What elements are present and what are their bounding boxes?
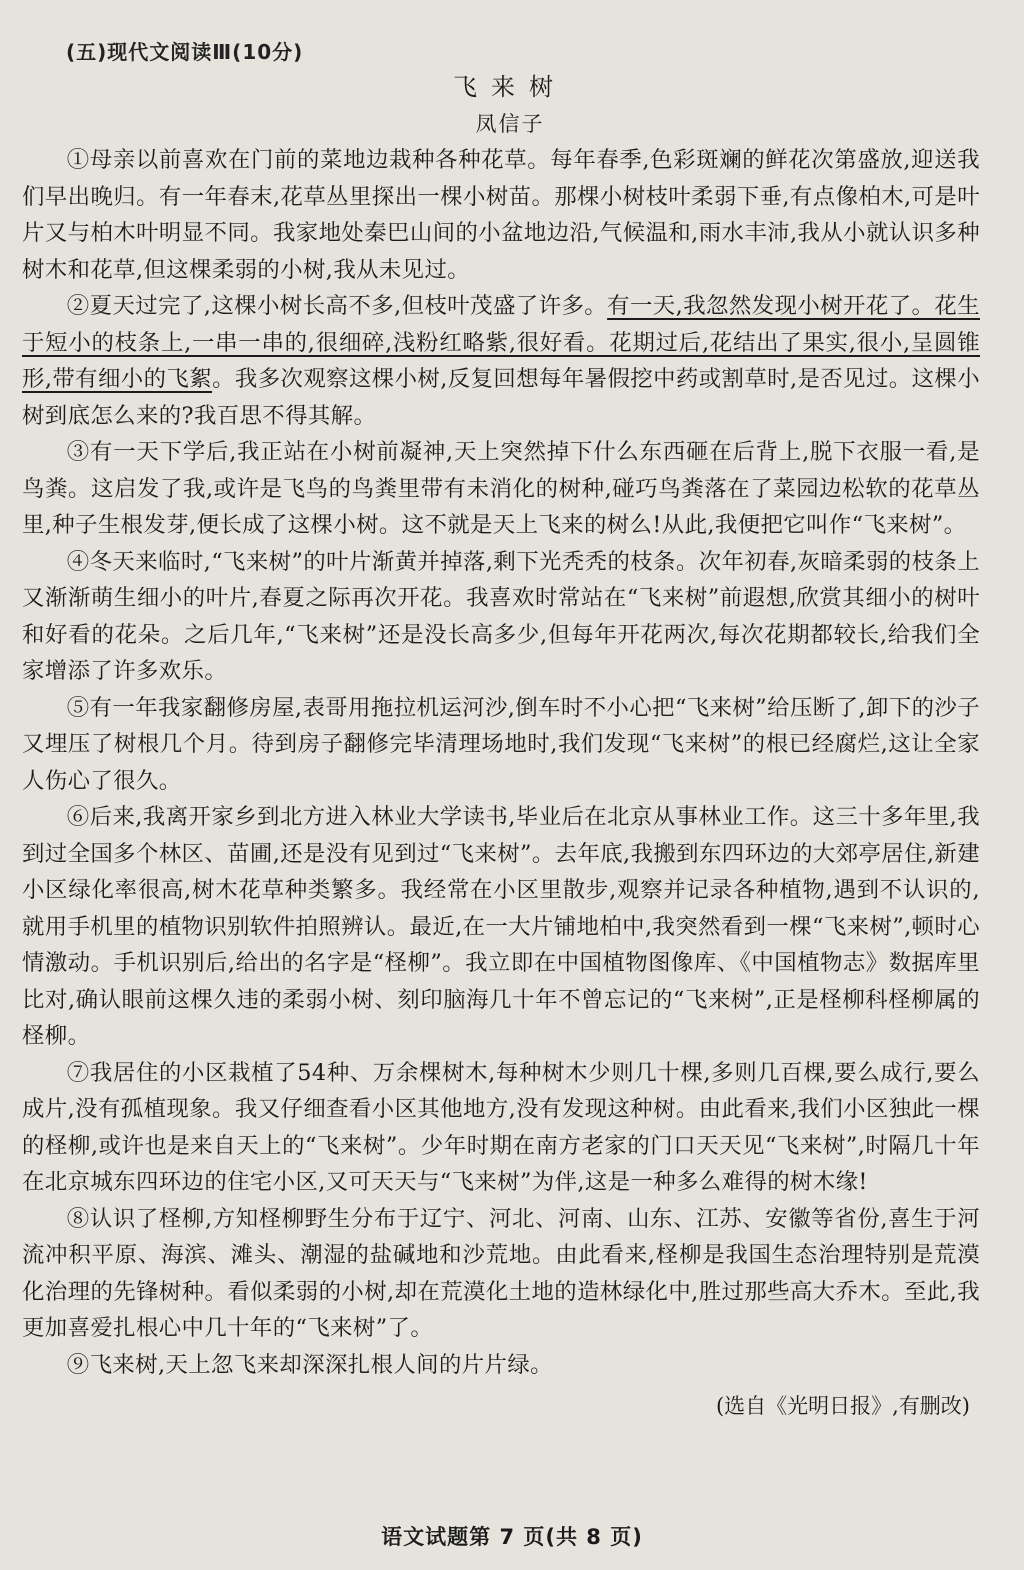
paragraph-2-rest: 。我多次观察这棵小树,反复回想每年暑假挖中药或割草时,是否见过。这棵小树到底怎么来的?我百思不得其解。	[22, 366, 981, 429]
section-heading: (五)现代文阅读Ⅲ(10分)	[66, 40, 304, 64]
paragraph-4: ④冬天来临时,“飞来树”的叶片渐黄并掉落,剩下光秃秃的枝条。次年初春,灰暗柔弱的枝条上又渐渐萌生细小的叶片,春夏之际再次开花。我喜欢时常站在“飞来树”前遐想,欣赏其细小的树叶和好看的花朵。之后几年,“飞来树”还是没长高多少,但每年开花两次,每次花期都较长,给我们全家增添了许多欢乐。	[22, 548, 980, 684]
article-source: (选自《光明日报》,有删改)	[715, 1394, 970, 1418]
article-author: 凤信子	[475, 112, 545, 136]
article-title: 飞来树	[453, 73, 567, 101]
article-body	[22, 142, 980, 1383]
paragraph-6: ⑥后来,我离开家乡到北方进入林业大学读书,毕业后在北京从事林业工作。这三十多年里,我到过全国多个林区、苗圃,还是没有见到过“飞来树”。去年底,我搬到东四环边的大郊亭居住,新建小区绿化率很高,树木花草种类繁多。我经常在小区里散步,观察并记录各种植物,遇到不认识的,就用手机里的植物识别软件拍照辨认。最近,在一大片铺地柏中,我突然看到一棵“飞来树”,顿时心情激动。手机识别后,给出的名字是“柽柳”。我立即在中国植物图像库、《中国植物志》数据库里比对,确认眼前这棵久违的柔弱小树、刻印脑海几十年不曾忘记的“飞来树”,正是柽柳科柽柳属的柽柳。	[22, 804, 980, 1049]
paragraph-3: ③有一天下学后,我正站在小树前凝神,天上突然掉下什么东西砸在后背上,脱下衣服一看,是鸟粪。这启发了我,或许是飞鸟的鸟粪里带有未消化的树种,碰巧鸟粪落在了菜园边松软的花草丛里,种子生根发芽,便长成了这棵小树。这不就是天上飞来的树么!从此,我便把它叫作“飞来树”。	[22, 439, 980, 538]
page-footer: 语文试题第 7 页(共 8 页)	[381, 1525, 643, 1549]
paragraph-2	[22, 288, 980, 434]
paragraph-1: ①母亲以前喜欢在门前的菜地边栽种各种花草。每年春季,色彩斑斓的鲜花次第盛放,迎送我们早出晚归。有一年春末,花草丛里探出一棵小树苗。那棵小树枝叶柔弱下垂,有点像柏木,可是叶片又与柏木叶明显不同。我家地处秦巴山间的小盆地边沿,气候温和,雨水丰沛,我从小就认识多种树木和花草,但这棵柔弱的小树,我从未见过。	[22, 147, 980, 283]
paragraph-8: ⑧认识了柽柳,方知柽柳野生分布于辽宁、河北、河南、山东、江苏、安徽等省份,喜生于河流冲积平原、海滨、滩头、潮湿的盐碱地和沙荒地。由此看来,柽柳是我国生态治理特别是荒漠化治理的先锋树种。看似柔弱的小树,却在荒漠化土地的造林绿化中,胜过那些高大乔木。至此,我更加喜爱扎根心中几十年的“飞来树”了。	[22, 1205, 980, 1341]
paragraph-9: ⑨飞来树,天上忽飞来却深深扎根人间的片片绿。	[66, 1351, 553, 1378]
paragraph-2-lead: ②夏天过完了,这棵小树长高不多,但枝叶茂盛了许多。	[66, 293, 608, 319]
paragraph-7: ⑦我居住的小区栽植了54种、万余棵树木,每种树木少则几十棵,多则几百棵,要么成行,要么成片,没有孤植现象。我又仔细查看小区其他地方,没有发现这种树。由此看来,我们小区独此一棵的柽柳,或许也是来自天上的“飞来树”。少年时期在南方老家的门口天天见“飞来树”,时隔几十年在北京城东四环边的住宅小区,又可天天与“飞来树”为伴,这是一种多么难得的树木缘!	[22, 1059, 980, 1195]
paragraph-5: ⑤有一年我家翻修房屋,表哥用拖拉机运河沙,倒车时不小心把“飞来树”给压断了,卸下的沙子又埋压了树根几个月。待到房子翻修完毕清理场地时,我们发现“飞来树”的根已经腐烂,这让全家人伤心了很久。	[22, 694, 980, 794]
underlined-passage: 有一天,我忽然发现小树开花了。花生于短小的枝条上,一串一串的,很细碎,浅粉红略紫,很好看。花期过后,花结出了果实,很小,呈圆锥形,带有细小的飞絮	[22, 293, 980, 392]
